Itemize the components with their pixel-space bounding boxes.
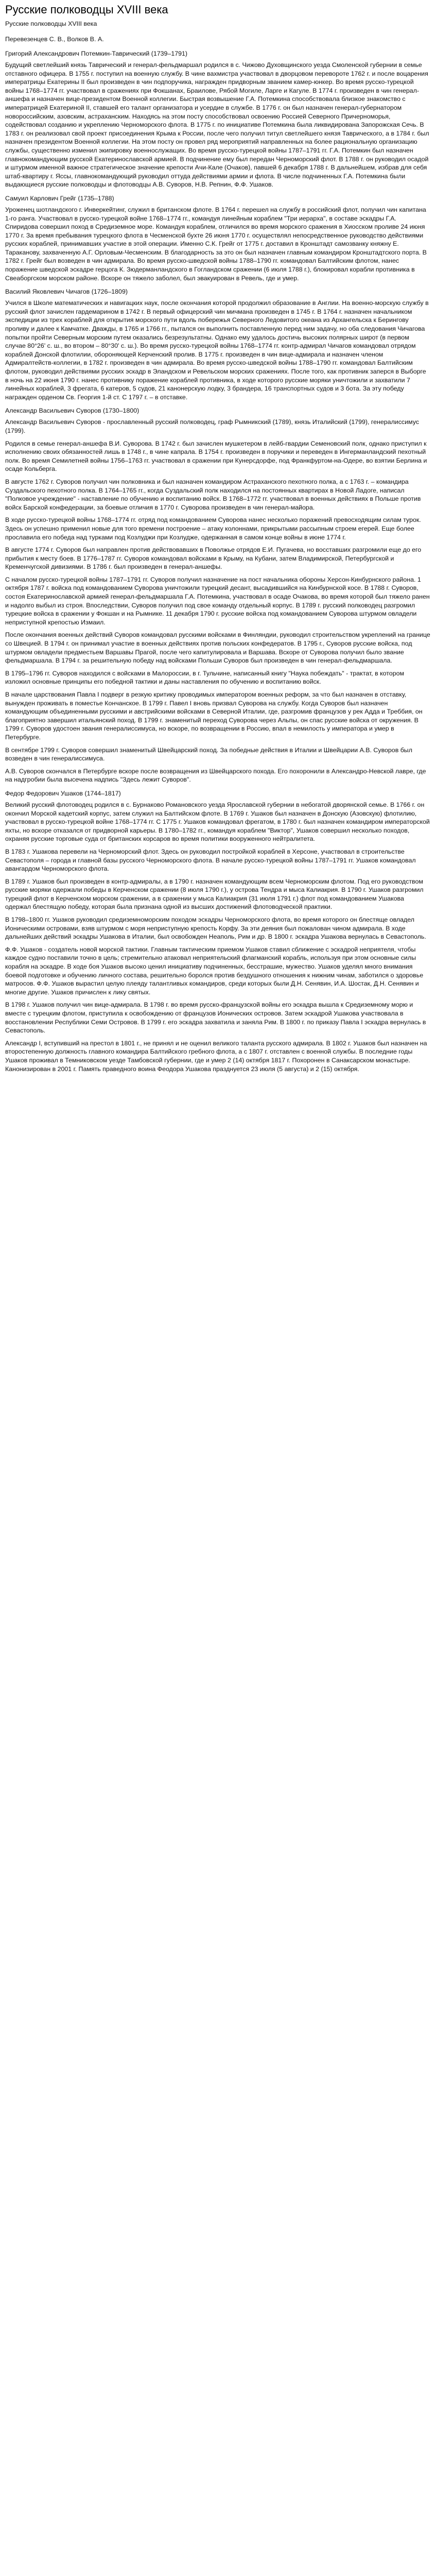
paragraph: В 1789 г. Ушаков был произведен в контр-адмиралы, а в 1790 г. назначен командующим всем Черноморским флотом. Под его руководством русские моряки одержали победы в Керченском сражении (8 июля 1790 г.), у острова Тендра и мыса Калиакрия. В 1790 г. Ушаков разгромил турецкий флот в Керченском морском сражении, а в сражении у мыса Калиакрия (31 июля 1791 г.) флот под командованием Ушакова одержал блестящую победу, которая была признана одной из высших достижений флотоводческой практики. — [5, 877, 424, 911]
section-heading: Александр Васильевич Суворов (1730–1800) — [5, 407, 139, 415]
paragraph: После окончания военных действий Суворов командовал русскими войсками в Финляндии, руководил строительством укреплений на границе со Швецией. В 1794 г. он принимал участие в военных действиях против польских конфедератов. В 1795 г., Суворов русские войска, под штурмом овладели предместьем Варшавы Прагой, после чего капитулировала и Варшава. Вскоре от Суворова получил было звание фельдмаршала. В 1794 г. за решительную победу над войсками Польши Суворов был произведен в чин генерал-фельдмаршала. — [5, 631, 430, 665]
paragraph: В августе 1762 г. Суворов получил чин полковника и был назначен командиром Астраханского пехотного полка, а с 1763 г. – командира Суздальского пехотного полка. В 1764–1765 гг., когда Суздальский полк находился на постоянных квартирах в Новой Ладоге, написал "Полковое учреждение" - наставление по обучению и воспитанию войск. В 1768–1772 гг. участвовал в военных действиях в Польше против войск Барской конфедерации, за боевые отличия в 1770 г. Суворова произведен в чин генерал-майора. — [5, 478, 421, 511]
paragraph: Уроженец шотландского г. Инверкейтинг, служил в британском флоте. В 1764 г. перешел на службу в российский флот, получил чин капитана 1-го ранга. Участвовал в русско-турецкой войне 1768–1774 гг., командуя линейным кораблем "Три иерарха", в составе эскадры Г.А. Спиридова совершил поход в Средиземное море. Командуя кораблем, отличился во время морского сражения в Хиосском проливе 24 июня 1770 г. За время пребывания турецкого флота в Чесменской бухте 26 июня 1770 г. осуществлял непосредственное руководство действиями русских кораблей, принимавших участие в этой операции. Именно С.К. Грейг от 1775 г. доставил в Кронштадт самозванку княжну Е. Тараканову, захваченную А.Г. Орловым-Чесменским. В благодарность за это он был назначен главным командиром Кронштадтского порта. В 1782 г. Грейг был возведен в чин адмирала. Во время русско-шведской войны 1788–1790 гг. командовал Балтийским флотом, нанес поражение шведской эскадре герцога К. Зюдерманландского в Гогландском сражении (6 июля 1788 г.), блокировал корабли противника в Свеаборгском морском районе. Вскоре он тяжело заболел, был эвакуирован в Ревель, где и умер. — [5, 206, 427, 282]
paragraph: Учился в Школе математических и навигацких наук, после окончания которой продолжил образование в Англии. На военно-морскую службу в русский флот зачислен гардемарином в 1742 г. В первый офицерский чин мичмана произведен в 1745 г. В 1764 г. назначен начальником экспедиции из трех кораблей для открытия морского пути вдоль побережья Северного Ледовитого океана из Архангельска к Берингову проливу и далее к Камчатке. Дважды, в 1765 и 1766 гг., пытался он выполнить поставленную перед ним задачу, но оба следования Чичагова попытки пройти Северным морским путем оказались безрезультатны. Однако ему удалось достичь высоких полярных широт (в первом случае 80°26' с. ш., во втором – 80°30' с. ш.). Во время русско-турецкой войны 1768–1774 гг. контр-адмирал Чичагов командовал отрядом кораблей Донской флотилии, обороняющей Керченский пролив. В 1775 г. произведен в чин вице-адмирала и назначен членом Адмиралтейств-коллегии, в 1782 г. произведен в чин адмирала. Во время русско-шведской войны 1788–1790 гг. командовал Балтийским флотом, руководил действиями русских эскадр в Эландском и Ревельском морских сражениях. После того, как противник заперся в Выборге в ночь на 22 июня 1790 г. нанес противнику поражение кораблей противника, в ходе которого русские моряки уничтожили и захватили 7 линейных кораблей, 3 фрегата, 6 катеров, 5 судов, 21 канонерскую лодку, 3 брандера, 16 транспортных судов и 3 бота. За эту победу награжден орденом Св. Георгия 1-й ст. С 1797 г. – в отставке. — [5, 299, 429, 401]
section — [5, 287, 431, 401]
section — [5, 49, 431, 189]
paragraph: В 1795–1796 гг. Суворов находился с войсками в Малороссии, в г. Тульчине, написанный книгу "Наука побеждать" - трактат, в котором изложил основные принципы его победной тактики и даны наставления по обучению и воспитанию войск. — [5, 669, 405, 686]
paragraph: В ходе русско-турецкой войны 1768–1774 гг. отряд под командованием Суворова нанес несколько поражений превосходящим силам турок. Здесь он успешно применил новые для того времени построение – атаку колоннами, прикрытыми рассыпным строем егерей. Еще более прославила его победа над турками под Козлуджи при Козлудже, одержанная в самом конце войны в июне 1774 г. — [5, 516, 421, 541]
document-page — [0, 0, 436, 1073]
paragraph: Родился в семье генерал-аншефа В.И. Суворова. В 1742 г. был зачислен мушкетером в лейб-гвардии Семеновский полк, однако приступил к исполнению своих обязанностей лишь в 1748 г., в чине капрала. В 1754 г. произведен в поручики и переведен в Ингерманландский пехотный полк. Во время Семилетней войны 1756–1763 гг. участвовал в сражении при Кунерсдорфе, под Франкфуртом-на-Одере, во взятии Берлина и осаде Кольберга. — [5, 439, 427, 473]
paragraph: С началом русско-турецкой войны 1787–1791 гг. Суворов получил назначение на пост начальника обороны Херсон-Кинбурнского района. 1 октября 1787 г. войска под командованием Суворова уничтожили турецкий десант, высадившийся на Кинбурнской косе. В 1788 г. Суворов, состоя Екатеринославской армией генерал-фельдмаршала Г.А. Потемкина, участвовал в осаде Очакова, во время которой был тяжело ранен и надолго выбыл из строя. Впоследствии, Суворов получил под свое команду отдельный корпус. В 1789 г. русский полководец разгромил турецкие войска в сражении у Фокшан и на Рымнике. 11 декабря 1790 г. русские войска под командованием Суворова штурмом овладели неприступной крепостью Измаил. — [5, 575, 430, 626]
section-heading: Самуил Карлович Грейг (1735–1788) — [5, 194, 114, 202]
section — [5, 789, 431, 1073]
document-title: Русские полководцы XVIII века — [5, 3, 168, 16]
paragraph: Ф.Ф. Ушаков - создатель новой морской тактики. Главным тактическим приемом Ушаков ставил сближение с эскадрой неприятеля, чтобы каждое судно поставили точно в цель; стремительно атаковал неприятельский флагманский корабль, используя при этом основные силы корабля на эскадре. В ходе боя Ушаков высоко ценил инициативу подчиненных, бесстрашие, мужество. Ушаков уделял много внимания боевой подготовке и обучению личного состава, решительно боролся против бездушного отношения к нижним чинам, заботился о здоровье матросов. Ф.Ф. Ушаков вырастил целую плеяду талантливых командиров, среди которых были Д.Н. Сенявин, И.А. Шостак, Д.Н. Сенявин и многие другие. Ушаков причислен к лику святых. — [5, 945, 424, 996]
paragraph: В 1783 г. Ушакова перевели на Черноморский флот. Здесь он руководил постройкой кораблей в Херсоне, участвовал в строительстве Севастополя – города и главной базы русского Черноморского флота. В начале русско-турецкой войны 1787–1791 гг. Ушаков командовал авангардом Черноморского флота. — [5, 848, 416, 873]
section-heading: Григорий Александрович Потемкин-Таврический (1739–1791) — [5, 50, 188, 57]
paragraph: В начале царствования Павла I подверг в резкую критику проводимых императором военных реформ, за что был назначен в отставку, вынужден проживать в поместье Кончанское. В 1799 г. Павел I вновь призвал Суворова на службу. Когда Суворов был назначен командующим объединенными русскими и австрийскими войсками в Северной Италии, где, разгромив французов у рек Адда и Треббия, он благоприятно завершил итальянский поход. В 1799 г. знаменитый переход Суворова через Альпы, он спас русские войска от окружения. В 1799 г. Суворов удостоен звания генералиссимуса, но вскоре, по возвращении в Россию, впал в немилость у императора и умер в Петербурге. — [5, 691, 423, 741]
document-subtitle: Русские полководцы XVIII века — [5, 20, 97, 27]
paragraph: В августе 1774 г. Суворов был направлен против действовавших в Поволжье отрядов Е.И. Пугачева, но восставших разгромили еще до его прибытия к месту боев. В 1776–1787 гг. Суворов командовал войсками в Крыму, на Кубани, затем Владимирской, Петербургской и Кременчугской дивизиями. В 1786 г. был произведен в генерал-аншефы. — [5, 546, 422, 571]
section-heading: Федор Федорович Ушаков (1744–1817) — [5, 789, 121, 797]
paragraph: В 1798 г. Ушаков получил чин вице-адмирала. В 1798 г. во время русско-французской войны его эскадра вышла к Средиземному морю и вместе с турецким флотом, приступила к освобождению от французов Ионических островов. Затем эскадрой Ушакова участвовала в восстановлении Республики Семи Островов. В 1799 г. его эскадра захватила и заняла Рим. В 1800 г. по приказу Павла I эскадра вернулась в Севастополь. — [5, 1001, 426, 1035]
author-line: Перевезенцев С. В., Волков В. А. — [5, 36, 104, 43]
paragraph: Великий русский флотоводец родился в с. Бурнаково Романовского уезда Ярославской губернии в небогатой дворянской семье. В 1766 г. он окончил Морской кадетский корпус, затем служил на Балтийском флоте. В 1769 г. Ушаков был назначен в Донскую (Азовскую) флотилию, участвовал в русско-турецкой войне 1768–1774 гг. С 1775 г. Ушаков командовал фрегатом, в 1780 г. был назначен командиром императорской яхты, но вскоре отказался от придворной карьеры. В 1780–1782 гг., командуя кораблем "Виктор", Ушаков совершил несколько походов, охраняя русские торговые суда от британских корсаров во время политики вооруженного нейтралитета. — [5, 801, 430, 843]
paragraph: Будущий светлейший князь Таврический и генерал-фельдмаршал родился в с. Чижово Духовщинского уезда Смоленской губернии в семье отставного офицера. В 1755 г. поступил на военную службу. В чине вахмистра участвовал в дворцовом перевороте 1762 г. и после воцарения императрицы Екатерины II был произведен в чин подпоручика, награжден придворным званием камер-юнкер. Во время русско-турецкой войны 1768–1774 гг. участвовал в сражениях при Фокшанах, Браилове, Рябой Могиле, Ларге и Кагуле. В 1774 г. произведен в чин генерал-аншефа и назначен вице-президентом Военной коллегии. Быстрая возвышение Г.А. Потемкина способствовала близкое знакомство с императрицей Екатериной II, ставшей его талант организатора и усердие в службе. В 1776 г. он был назначен генерал-губернатором новороссийским, азовским, астраханским. Находясь на этом посту способствовал освоению Россией Северного Причерноморья, содействовал созданию и укреплению Черноморского флота. В 1775 г. по инициативе Потемкина была ликвидирована Запорожская Сечь. В 1783 г. он реализовал свой проект присоединения Крыма к России, после чего получил титул светлейшего князя Таврического, а в 1784 г. был назначен президентом Военной коллегии. На этом посту он провел ряд мероприятий направленных на более рациональную организацию службы, существенно изменил экипировку военнослужащих. Во время русско-турецкой войны 1787–1791 гг. Г.А. Потемкин был назначен главнокомандующим русской Екатеринославской армией. В подчинение ему был передан Черноморский флот. В 1788 г. он руководил осадой и штурмом именной важное стратегическое значение крепости Ачи-Кале (Очаков), павшей 6 декабря 1788 г. В дальнейшем, избрав для себя штаб-квартиру г. Яссы, главнокомандующий руководил оттуда действиями армии и флота. В числе подчиненных Г.А. Потемкина были выдающиеся русские полководцы и флотоводцы А.В. Суворов, Н.В. Репнин, Ф.Ф. Ушаков. — [5, 61, 429, 189]
section — [5, 194, 431, 282]
section-heading: Василий Яковлевич Чичагов (1726–1809) — [5, 288, 128, 296]
paragraph: Александр I, вступивший на престол в 1801 г., не принял и не оценил великого таланта русского адмирала. В 1802 г. Ушаков был назначен на второстепенную должность главного командира Балтийского гребного флота, а с 1807 г. отставлен с военной службы. В последние годы Ушаков проживал в Темниковском уезде Тамбовской губернии, где и умер 2 (14) октября 1817 г. Похоронен в Санаксарском монастыре. Канонизирован в 2001 г. Память праведного воина Феодора Ушакова празднуется 23 июля (5 августа) и 2 (15) октября. — [5, 1039, 427, 1073]
paragraph: Александр Васильевич Суворов - прославленный русский полководец, граф Рымникский (1789), князь Италийский (1799), генералиссимус (1799). — [5, 418, 419, 434]
paragraph: А.В. Суворов скончался в Петербурге вскоре после возвращения из Швейцарского похода. Его похоронили в Александро-Невской лавре, где на надгробии была высечена надпись "Здесь лежит Суворов". — [5, 767, 426, 784]
paragraph: В сентябре 1799 г. Суворов совершил знаменитый Швейцарский поход. За победные действия в Италии и Швейцарии А.В. Суворов был возведен в чин генералиссимуса. — [5, 746, 412, 762]
paragraph: В 1798–1800 гг. Ушаков руководил средиземноморским походом эскадры Черноморского флота, во время которого он блестяще овладел Ионическими островами, взяв штурмом с моря неприступную крепость Корфу. За эти деяния был пожалован чином адмирала. В ходе дальнейших действий эскадры Ушакова в Италии, был освобожден Неаполь, Рим и др. В 1800 г. эскадра Ушакова вернулась в Севастополь. — [5, 916, 426, 941]
section — [5, 406, 431, 784]
